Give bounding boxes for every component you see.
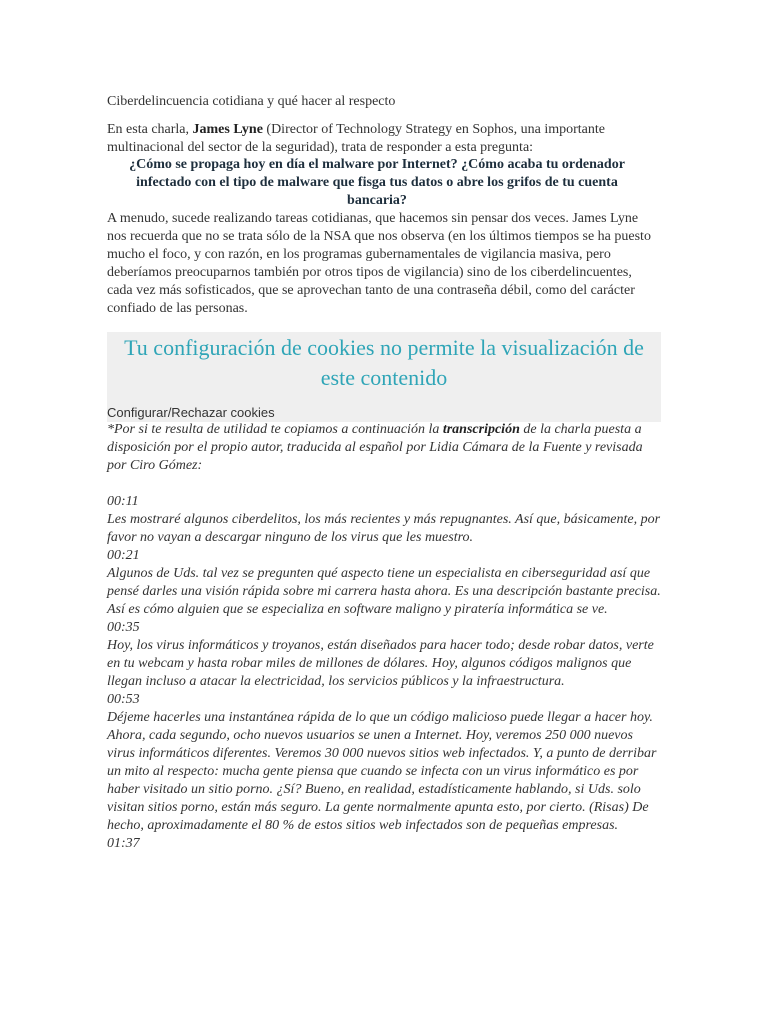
transcript-note [107, 421, 663, 475]
body-paragraph: A menudo, sucede realizando tareas cotidianas, que hacemos sin pensar dos veces. James Lyne nos recuerda que no se trata sólo de la NSA que nos observa (en los últimos tiempos se ha puesto mucho el foco, y con razón, en los programas gubernamentales de vigilancia masiva, pero deberíamos preocuparnos también por otros tipos de vigilancia) sino de los ciberdelincuentes, cada vez más sofisticados, que se aprovechan tanto de una contraseña débil, como del carácter confiado de las personas. [107, 211, 651, 316]
cookie-settings-link[interactable]: Configurar/Rechazar cookies [107, 405, 275, 420]
transcription-link[interactable]: transcripción [442, 422, 520, 437]
intro-text-after: (Director of Technology Strategy en Sophos, una importante multinacional del sector de la seguridad), trata de responder a esta pregunta: [107, 122, 605, 155]
timestamp: 01:37 [107, 836, 140, 851]
timestamp: 00:53 [107, 692, 140, 707]
key-question: ¿Cómo se propaga hoy en día el malware por Internet? ¿Cómo acaba tu ordenador infectado con el tipo de malware que fisga tus datos o abre los grifos de tu cuenta bancaria? [129, 157, 625, 208]
timestamp: 00:11 [107, 494, 139, 509]
cookie-notice-title: Tu configuración de cookies no permite la visualización de este contenido [124, 335, 644, 390]
transcript-segment: Algunos de Uds. tal vez se pregunten qué aspecto tiene un especialista en ciberseguridad así que pensé darles una visión rápida sobre mi carrera hasta ahora. Es una descripción bastante precisa. Así es cómo alguien que se especializa en software maligno y piratería informática se ve. [107, 566, 661, 617]
intro-text-before: En esta charla, [107, 122, 193, 137]
transcript [107, 421, 663, 853]
timestamp: 00:21 [107, 548, 140, 563]
speaker-name: James Lyne [192, 122, 263, 137]
transcript-note-before: *Por si te resulta de utilidad te copiamos a continuación la [107, 422, 443, 437]
transcript-segment: Hoy, los virus informáticos y troyanos, están diseñados para hacer todo; desde robar datos, verte en tu webcam y hasta robar miles de millones de dólares. Hoy, algunos códigos malignos que llegan incluso a atacar la electricidad, los servicios públicos y la infraestructura. [107, 638, 654, 689]
intro-paragraph [107, 121, 627, 157]
transcript-segment: Les mostraré algunos ciberdelitos, los más recientes y más repugnantes. Así que, básicamente, por favor no vayan a descargar ninguno de los virus que les muestro. [107, 512, 661, 545]
transcript-segment: Déjeme hacerles una instantánea rápida de lo que un código malicioso puede llegar a hacer hoy. Ahora, cada segundo, ocho nuevos usuarios se unen a Internet. Hoy, veremos 250 000 nuevos virus informáticos diferentes. Veremos 30 000 nuevos sitios web infectados. Y, a punto de derribar un mito al respecto: mucha gente piensa que cuando se infecta con un virus informático es por haber visitado un sitio porno. ¿Sí? Bueno, en realidad, estadísticamente hablando, si Uds. solo visitan sitios porno, están más seguro. La gente normalmente apunta esto, por cierto. (Risas) De hecho, aproximadamente el 80 % de estos sitios web infectados son de pequeñas empresas. [107, 710, 657, 833]
article-title: Ciberdelincuencia cotidiana y qué hacer al respecto [107, 94, 396, 109]
transcript-note-after: de la charla puesta a disposición por el propio autor, traducida al español por Lidia Cámara de la Fuente y revisada por Ciro Gómez: [107, 422, 643, 473]
timestamp: 00:35 [107, 620, 140, 635]
